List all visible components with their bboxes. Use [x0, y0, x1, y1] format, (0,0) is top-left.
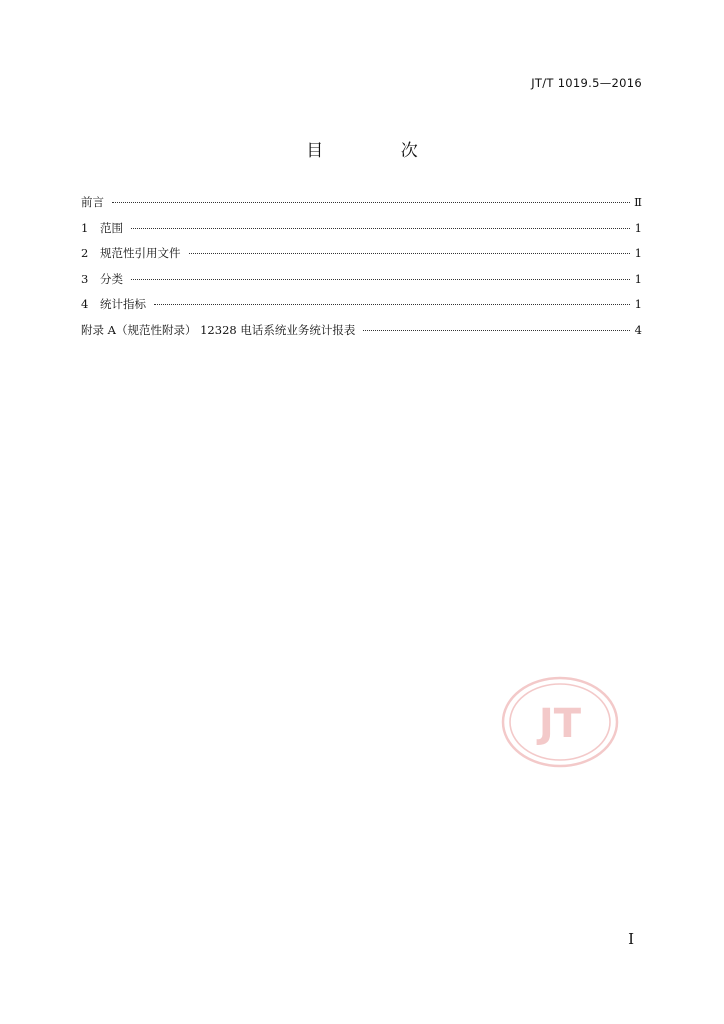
toc-entry-statistical-indicators[interactable]: [81, 296, 642, 322]
toc-entry-page: 1: [634, 271, 642, 286]
toc-entry-annex-a[interactable]: [81, 322, 642, 348]
toc-entry-label: 规范性引用文件: [100, 246, 181, 261]
toc-title: 目 次: [306, 141, 454, 161]
toc-entry-page: 1: [634, 220, 642, 235]
dot-leader: [363, 330, 630, 331]
toc-entry-classification[interactable]: [81, 271, 642, 297]
toc-entry-number: 3: [81, 271, 89, 286]
dot-leader: [131, 228, 630, 229]
toc-entry-label: 附录 A（规范性附录） 12328 电话系统业务统计报表: [81, 322, 356, 337]
watermark-text: JT: [538, 701, 582, 747]
toc-entry-label: 统计指标: [100, 297, 146, 312]
toc-entry-number: 4: [81, 297, 89, 312]
toc-entry-page: Ⅱ: [634, 195, 642, 209]
toc-entry-foreword[interactable]: [81, 194, 642, 220]
dot-leader: [131, 279, 630, 280]
toc-entry-label: 前言: [81, 195, 104, 209]
toc-entry-page: 1: [634, 297, 642, 312]
standard-code: JT/T 1019.5—2016: [531, 76, 642, 90]
toc-entry-number: 1: [81, 220, 89, 235]
dot-leader: [154, 304, 630, 305]
toc-entry-label: 分类: [100, 271, 123, 286]
table-of-contents: [81, 194, 642, 348]
jt-logo-watermark: [500, 674, 620, 770]
dot-leader: [112, 202, 630, 203]
toc-entry-scope[interactable]: [81, 220, 642, 246]
toc-entry-page: 1: [634, 246, 642, 261]
toc-entry-normative-references[interactable]: [81, 245, 642, 271]
toc-entry-label: 范围: [100, 220, 123, 235]
toc-entry-page: 4: [634, 322, 642, 337]
page-number: I: [628, 930, 634, 948]
toc-entry-number: 2: [81, 246, 89, 261]
dot-leader: [189, 253, 631, 254]
